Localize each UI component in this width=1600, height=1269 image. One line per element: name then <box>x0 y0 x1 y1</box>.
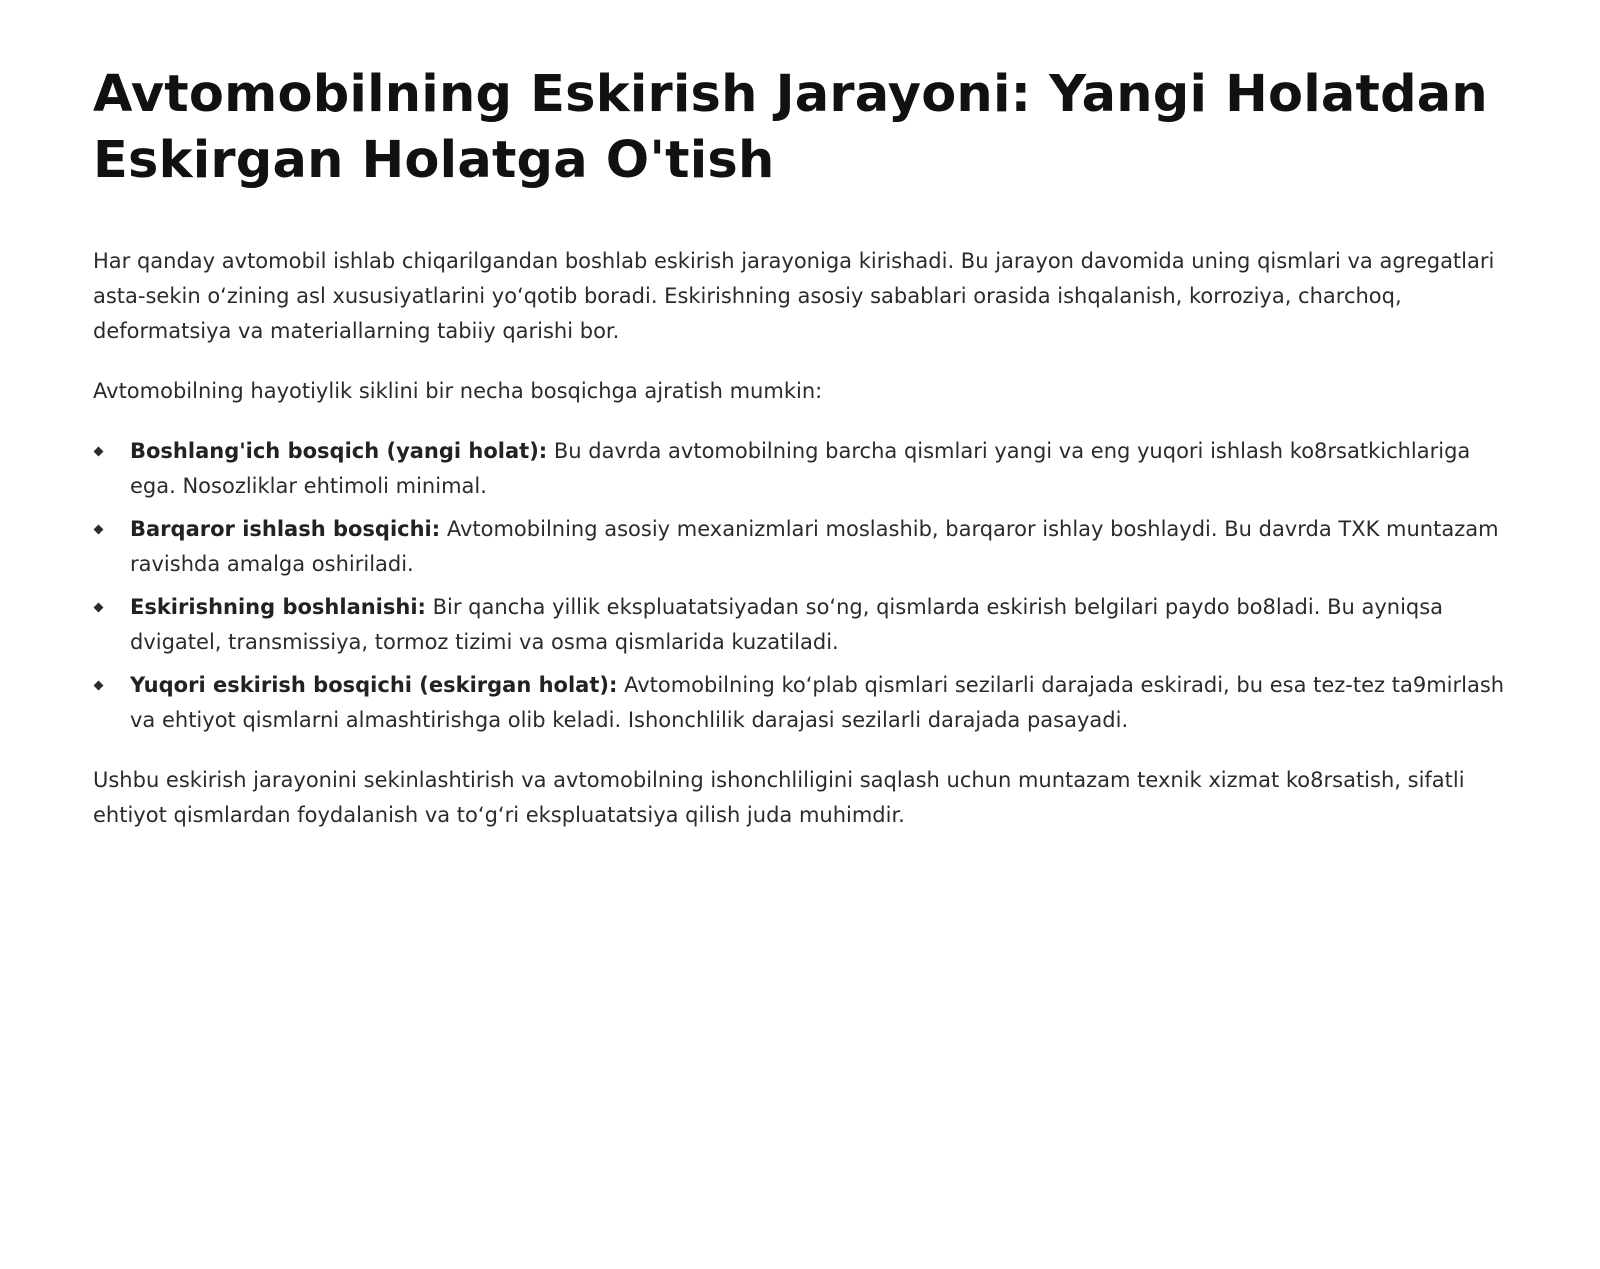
list-item <box>93 512 1513 582</box>
list-item <box>93 668 1513 738</box>
article <box>93 62 1513 858</box>
list-item <box>93 434 1513 504</box>
article-title: Avtomobilning Eskirish Jarayoni: Yangi Holatdan Eskirgan Holatga O'tish <box>93 65 1488 190</box>
stage-title: Boshlang'ich bosqich (yangi holat): <box>130 439 548 463</box>
stage-text: Avtomobilning ko‘plab qismlari sezilarli darajada eskiradi, bu esa tez-tez ta9mirlash va ehtiyot qismlarni almashtirishga olib keladi. Ishonchlilik darajasi sezilarli darajada pasayadi. <box>130 673 1505 732</box>
bullet-icon <box>94 447 104 457</box>
conclusion-paragraph: Ushbu eskirish jarayonini sekinlashtirish va avtomobilning ishonchliligini saqlash uchun muntazam texnik xizmat ko8rsatish, sifatli ehtiyot qismlardan foydalanish va to‘g‘ri ekspluatatsiya qilish juda muhimdir. <box>93 768 1465 827</box>
bullet-icon <box>94 603 104 613</box>
stage-text: Bir qancha yillik ekspluatatsiyadan so‘ng, qismlarda eskirish belgilari paydo bo8ladi. Bu ayniqsa dvigatel, transmissiya, tormoz tizimi va osma qismlarida kuzatiladi. <box>130 595 1444 654</box>
intro-paragraph: Har qanday avtomobil ishlab chiqarilgandan boshlab eskirish jarayoniga kirishadi. Bu jarayon davomida uning qismlari va agregatlari asta-sekin o‘zining asl xususiyatlarini yo‘qotib boradi. Eskirishning asosiy sabablari orasida ishqalanish, korroziya, charchoq, deformatsiya va materiallarning tabiiy qarishi bor. <box>93 249 1495 343</box>
list-item <box>93 590 1513 660</box>
bullet-icon <box>94 681 104 691</box>
stage-text: Avtomobilning asosiy mexanizmlari moslashib, barqaror ishlay boshlaydi. Bu davrda TXK muntazam ravishda amalga oshiriladi. <box>130 517 1499 576</box>
stage-title: Barqaror ishlash bosqichi: <box>130 517 441 541</box>
stage-title: Yuqori eskirish bosqichi (eskirgan holat): <box>130 673 618 697</box>
stage-title: Eskirishning boshlanishi: <box>130 595 426 619</box>
lead-paragraph: Avtomobilning hayotiylik siklini bir necha bosqichga ajratish mumkin: <box>93 379 823 403</box>
stage-text: Bu davrda avtomobilning barcha qismlari yangi va eng yuqori ishlash ko8rsatkichlariga ega. Nosozliklar ehtimoli minimal. <box>130 439 1471 498</box>
stage-list <box>93 434 1513 738</box>
bullet-icon <box>94 525 104 535</box>
